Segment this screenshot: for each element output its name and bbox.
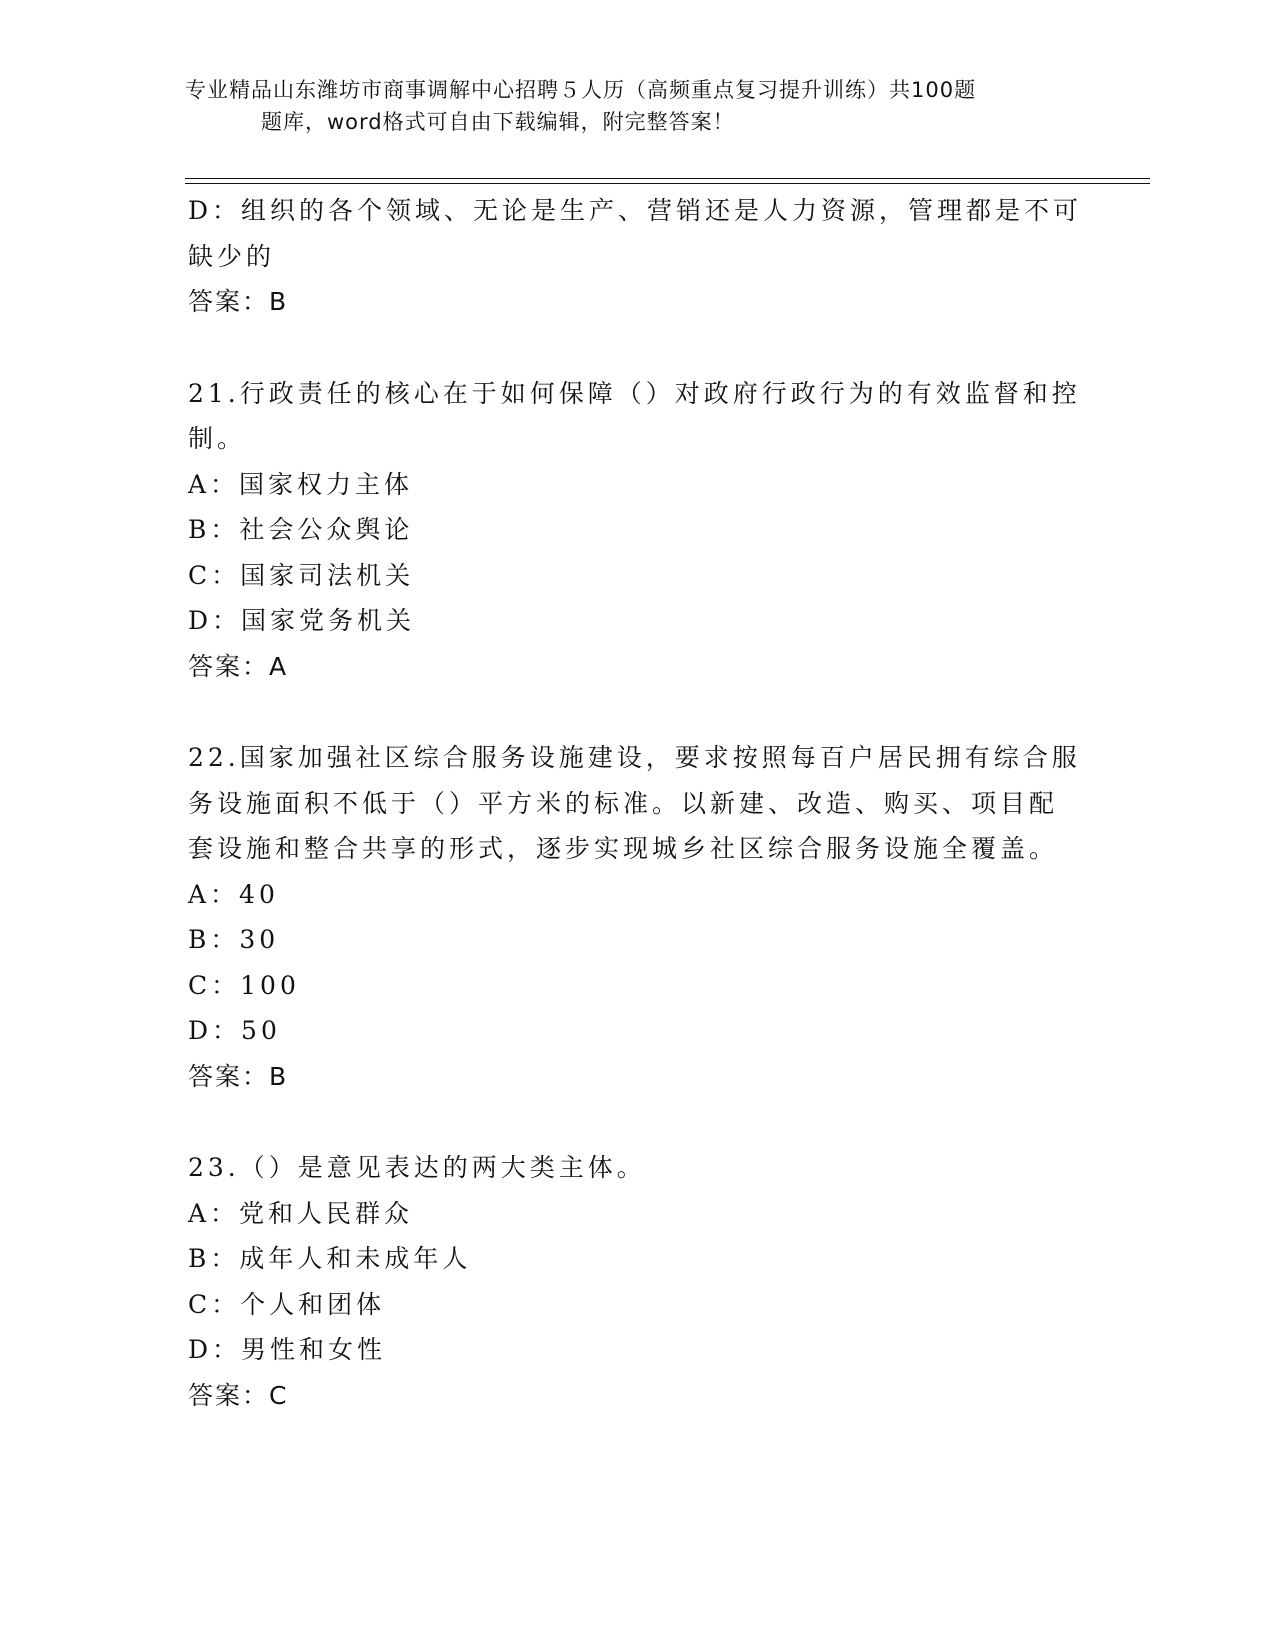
question-stem: 21.行政责任的核心在于如何保障（）对政府行政行为的有效监督和控 [188, 378, 1081, 408]
document-body [188, 188, 1088, 1418]
question-22 [188, 735, 1088, 1099]
header-title-line1: 专业精品山东潍坊市商事调解中心招聘５人历（高频重点复习提升训练）共100题 [185, 78, 977, 102]
question-stem-continued: 套设施和整合共享的形式，逐步实现城乡社区综合服务设施全覆盖。 [188, 834, 1059, 863]
option-b: B：30 [188, 925, 280, 954]
spacer [188, 689, 1088, 735]
option-d: D：组织的各个领域、无论是生产、营销还是人力资源，管理都是不可 [188, 196, 1083, 225]
answer-line: 答案：B [188, 1061, 289, 1091]
option-a: A：党和人民群众 [188, 1198, 414, 1228]
spacer [188, 1099, 1088, 1145]
option-c: C：个人和团体 [188, 1289, 386, 1319]
document-header [185, 74, 1085, 138]
question-stem: 22.国家加强社区综合服务设施建设，要求按照每百户居民拥有综合服 [188, 743, 1081, 772]
question-stem: 23.（）是意见表达的两大类主体。 [188, 1153, 646, 1182]
header-title-line2: 题库，word格式可自由下载编辑，附完整答案！ [261, 110, 735, 134]
question-21 [188, 371, 1088, 690]
option-d: D：50 [188, 1016, 281, 1045]
option-c: C：100 [188, 970, 300, 1000]
option-d-continued: 缺少的 [188, 241, 276, 271]
option-a: A：国家权力主体 [188, 469, 414, 499]
previous-question-tail [188, 188, 1088, 325]
header-divider-bottom [185, 183, 1150, 184]
header-divider-top [185, 178, 1150, 179]
spacer [188, 325, 1088, 371]
answer-line: 答案：A [188, 651, 289, 681]
option-c: C：国家司法机关 [188, 560, 415, 590]
option-d: D：男性和女性 [188, 1335, 387, 1364]
option-d: D：国家党务机关 [188, 606, 416, 635]
answer-line: 答案：B [188, 287, 289, 316]
question-stem-continued: 务设施面积不低于（）平方米的标准。以新建、改造、购买、项目配 [188, 788, 1059, 818]
option-a: A：40 [188, 879, 279, 909]
answer-line: 答案：C [188, 1380, 289, 1410]
question-23 [188, 1145, 1088, 1418]
question-stem-continued: 制。 [188, 424, 247, 453]
option-b: B：成年人和未成年人 [188, 1244, 472, 1273]
option-b: B：社会公众舆论 [188, 515, 414, 544]
